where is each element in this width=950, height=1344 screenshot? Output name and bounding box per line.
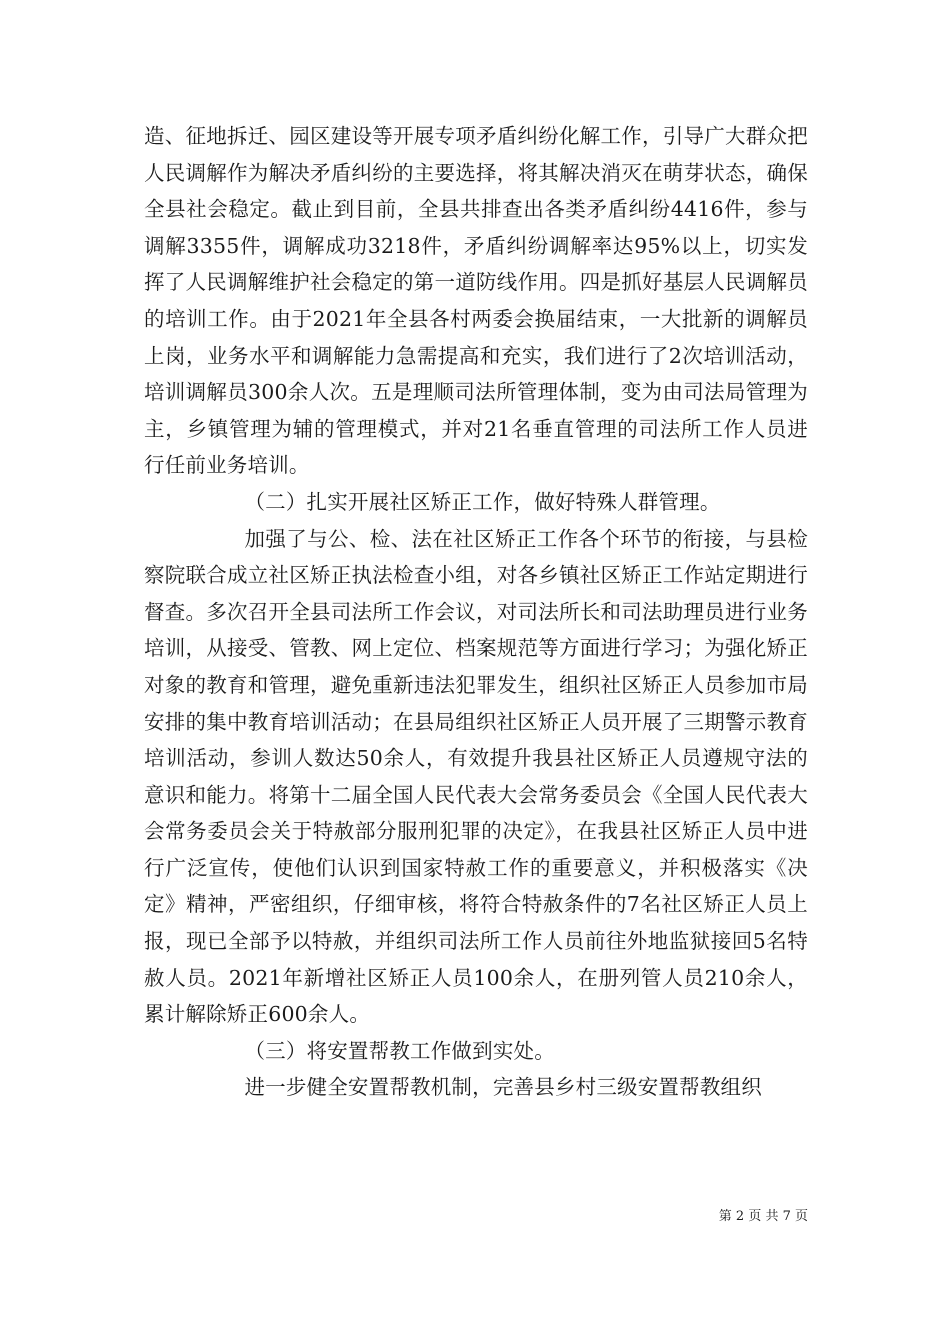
page-footer: 第 2 页 共 7 页 (718, 1209, 808, 1224)
paragraph-community-correction: 加强了与公、检、法在社区矫正工作各个环节的衔接，与县检察院联合成立社区矫正执法检查小组，对各乡镇社区矫正工作站定期进行督查。多次召开全县司法所工作会议，对司法所长和司法助理员进行业务培训，从接受、管教、网上定位、档案规范等方面进行学习；为强化矫正对象的教育和管理，避免重新违法犯罪发生，组织社区矫正人员参加市局安排的集中教育培训活动；在县局组织社区矫正人员开展了三期警示教育培训活动，参训人数达50余人，有效提升我县社区矫正人员遵规守法的意识和能力。将第十二届全国人民代表大会常务委员会《全国人民代表大会常务委员会关于特赦部分服刑犯罪的决定》，在我县社区矫正人员中进行广泛宣传，使他们认识到国家特赦工作的重要意义，并积极落实《决定》精神，严密组织，仔细审核，将符合特赦条件的7名社区矫正人员上报，现已全部予以特赦，并组织司法所工作人员前往外地监狱接回5名特赦人员。2021年新增社区矫正人员100余人，在册列管人员210余人，累计解除矫正600余人。 (144, 526, 808, 1027)
paragraph-resettlement: 进一步健全安置帮教机制，完善县乡村三级安置帮教组织 (244, 1075, 762, 1100)
section-heading-2: （二）扎实开展社区矫正工作，做好特殊人群管理。 (244, 489, 721, 514)
document-body (144, 118, 808, 1106)
paragraph-continuation: 造、征地拆迁、园区建设等开展专项矛盾纠纷化解工作，引导广大群众把人民调解作为解决矛盾纠纷的主要选择，将其解决消灭在萌芽状态，确保全县社会稳定。截止到目前，全县共排查出各类矛盾纠纷4416件，参与调解3355件，调解成功3218件，矛盾纠纷调解率达95%以上，切实发挥了人民调解维护社会稳定的第一道防线作用。四是抓好基层人民调解员的培训工作。由于2021年全县各村两委会换届结束，一大批新的调解员上岗，业务水平和调解能力急需提高和充实，我们进行了2次培训活动，培训调解员300余人次。五是理顺司法所管理体制，变为由司法局管理为主，乡镇管理为辅的管理模式，并对21名垂直管理的司法所工作人员进行任前业务培训。 (144, 124, 808, 478)
section-heading-3: （三）将安置帮教工作做到实处。 (244, 1038, 555, 1063)
